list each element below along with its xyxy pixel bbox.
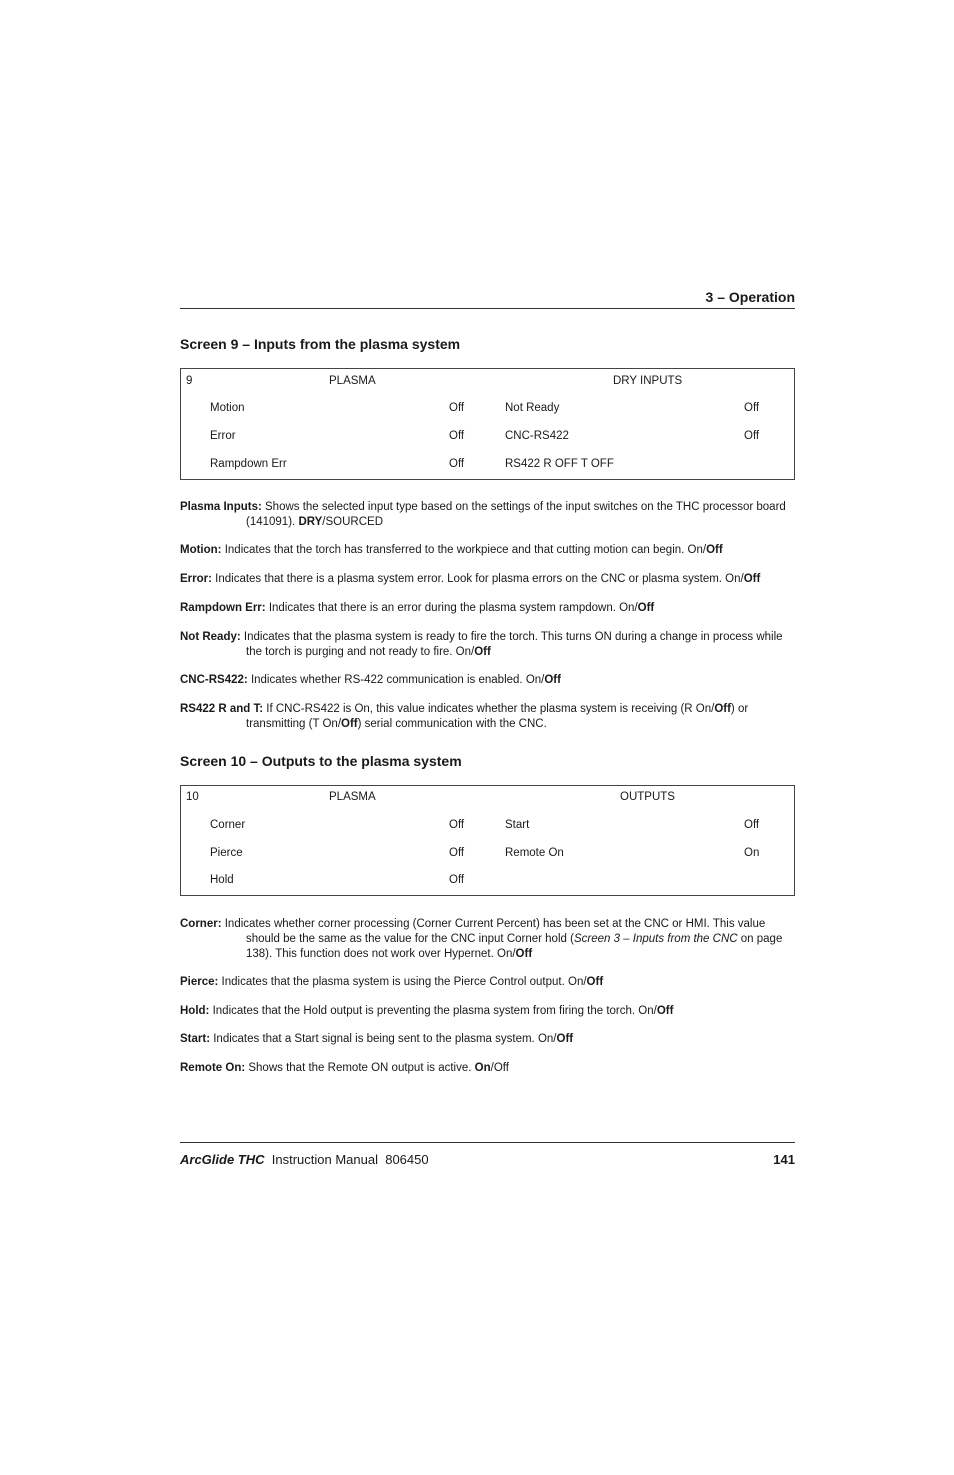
desc-rs422-r-and-t: RS422 R and T: If CNC-RS422 is On, this value indicates whether the plasma system is receiving (R On/Off) or transmitting (T On/Off) serial communication with the CNC. <box>180 703 749 730</box>
screen-number: 9 <box>186 375 193 387</box>
manual-number: 806450 <box>385 1152 429 1167</box>
row-value: Off <box>744 402 760 414</box>
row-label: Pierce <box>210 847 243 859</box>
row-label: Hold <box>210 874 234 886</box>
desc-corner: Corner: Indicates whether corner processing (Corner Current Percent) has been set at the CNC or HMI. This value should be the same as the value for the CNC input Corner hold (Screen 3 – Inputs from the CNC on page 138). This function does not work over Hypernet. On/Off <box>180 918 783 960</box>
right-title: DRY INPUTS <box>613 375 683 387</box>
desc-not-ready: Not Ready: Indicates that the plasma system is ready to fire the torch. This turns ON during a change in process while the torch is purging and not ready to fire. On/Off <box>180 631 783 658</box>
screen10-heading: Screen 10 – Outputs to the plasma system <box>180 753 462 769</box>
screen-number: 10 <box>186 791 199 803</box>
row-label: Rampdown Err <box>210 458 287 470</box>
left-title: PLASMA <box>329 375 376 387</box>
header-rule <box>180 308 795 309</box>
left-title: PLASMA <box>329 791 376 803</box>
row-value: Off <box>449 847 465 859</box>
desc-rampdown-err: Rampdown Err: Indicates that there is an error during the plasma system rampdown. On/Off <box>180 602 655 614</box>
row-label: Start <box>505 819 530 831</box>
row-label: Not Ready <box>505 402 560 414</box>
product-name: ArcGlide THC <box>180 1152 265 1167</box>
screen10-display <box>180 785 795 896</box>
manual-title: Instruction Manual <box>271 1152 378 1167</box>
row-value: On <box>744 847 760 859</box>
row-label: Remote On <box>505 847 564 859</box>
row-label: Error <box>210 430 236 442</box>
row-value: Off <box>744 430 760 442</box>
page-number: 141 <box>773 1152 795 1167</box>
row-value: Off <box>449 402 465 414</box>
desc-motion: Motion: Indicates that the torch has transferred to the workpiece and that cutting motion can begin. On/Off <box>180 544 723 556</box>
row-value: Off <box>449 458 465 470</box>
footer-rule <box>180 1142 795 1143</box>
row-value: Off <box>744 819 760 831</box>
desc-start: Start: Indicates that a Start signal is being sent to the plasma system. On/Off <box>180 1033 574 1045</box>
desc-hold: Hold: Indicates that the Hold output is preventing the plasma system from firing the torch. On/Off <box>180 1005 674 1017</box>
desc-plasma-inputs: Plasma Inputs: Shows the selected input type based on the settings of the input switches on the THC processor board (141091). DRY/SOURCED <box>180 501 786 528</box>
row-value: Off <box>449 819 465 831</box>
right-title: OUTPUTS <box>620 791 675 803</box>
row-label: Motion <box>210 402 245 414</box>
screen9-display <box>180 368 795 480</box>
desc-remote-on: Remote On: Shows that the Remote ON output is active. On/Off <box>180 1062 509 1074</box>
row-label: Corner <box>210 819 246 831</box>
row-value: Off <box>449 874 465 886</box>
desc-cnc-rs422: CNC-RS422: Indicates whether RS-422 communication is enabled. On/Off <box>180 674 561 686</box>
row-label: CNC-RS422 <box>505 430 569 442</box>
desc-pierce: Pierce: Indicates that the plasma system is using the Pierce Control output. On/Off <box>180 976 604 988</box>
row-value: Off <box>449 430 465 442</box>
row-label: RS422 R OFF T OFF <box>505 458 614 470</box>
screen9-heading: Screen 9 – Inputs from the plasma system <box>180 336 461 352</box>
desc-error: Error: Indicates that there is a plasma system error. Look for plasma errors on the CNC or plasma system. On/Off <box>180 573 761 585</box>
footer-manual-info <box>180 1152 429 1167</box>
chapter-title: 3 – Operation <box>705 289 795 305</box>
